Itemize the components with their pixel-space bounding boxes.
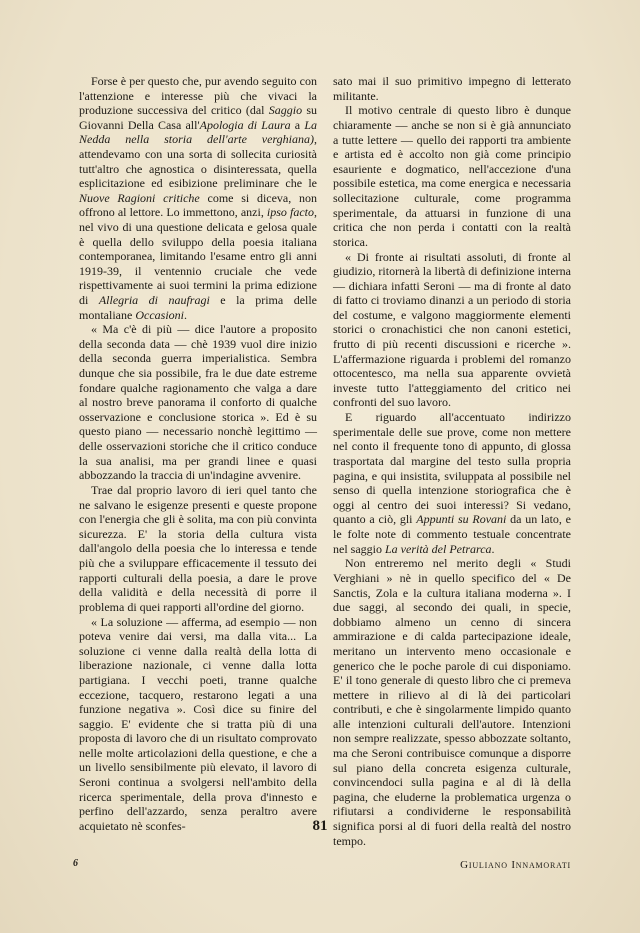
text-run: e la prima delle montaliane — [79, 292, 318, 322]
text-run: E riguardo all'accentuato indirizzo sperimentale delle sue prove, come non mettere nel conto il frequente tono di appunto, di glossa trasportata dal margine del testo sulla propria pagina, e qui insistita, sviluppata al possibile nel senso di quella intenzione storiografica che è oggi al centro dei suoi interessi? Si vedano, quanto a ciò, gli — [333, 410, 571, 527]
italic-title: Appunti su Rovani — [416, 512, 507, 527]
text-run: , attendevamo con una sorta di sollecita curiosità tutt'altro che agnostica o disinteressata, quella esplicitazione ed esibizione preliminare che le — [79, 132, 317, 191]
italic-title: Occasioni — [135, 307, 184, 322]
author-signature: Giuliano Innamorati — [460, 859, 571, 872]
text-run: su Giovanni Della Casa all' — [79, 103, 317, 132]
text-run: sato mai il suo primitivo impegno di letterato militante. — [333, 74, 571, 103]
paragraph — [79, 483, 317, 614]
paragraph — [79, 615, 317, 834]
text-run: , nel vivo di una questione delicata e gelosa quale è quella dello sviluppo della poesia italiana contemporanea, limitando l'esame entro gli anni 1919-39, il ventennio cruciale che vede rispettivamente ai suoi termini la prima edizione di — [79, 205, 317, 307]
paragraph — [79, 322, 317, 483]
text-run: Forse è per questo che, pur avendo seguito con l'attenzione e interesse più che vivaci la produzione successiva del critico (dal — [79, 74, 317, 118]
italic-title: La Nedda nella storia dell'arte verghiana) — [79, 117, 317, 147]
text-run: « Di fronte ai risultati assoluti, di fronte al giudizio, ritornerà la libertà di definizione interna — dichiara infatti Seroni — ma di fronte al dato di fatto ci troviamo dinanzi a un periodo di storia del costume, e valgono maggiormente elementi storici o cronachistici che non canoni estetici, frutto di più recenti discussioni e ricerche ». L'affermazione riguarda i problemi del romanzo ottocentesco, ma nella sua apparente ovvietà investe tutto l'atteggiamento del critico nei confronti del suo lavoro. — [333, 249, 571, 410]
text-run: . — [491, 541, 495, 556]
text-run: « Ma c'è di più — dice l'autore a proposito della seconda data — chè 1939 vuol dire inizio della seconda guerra imperialistica. Sembra dunque che sia possibile, fra le due date estreme fondare qualche ragionamento che valga a dare al nostro breve panorama il conforto di qualche osservazione e conclusione storica ». Ed è su questo piano — necessario nonchè legittimo — delle osservazioni storiche che il critico conduce la sua analisi, ma per grandi linee e quasi abbozzando la traccia di un'indagine avvenire. — [79, 322, 317, 483]
text-run: come si diceva, non offrono al lettore. Lo immettono, anzi, — [79, 190, 317, 220]
left-column — [79, 74, 317, 833]
italic-title: Nuove Ragioni critiche — [79, 190, 200, 205]
paragraph — [333, 250, 571, 411]
signature-mark: 6 — [73, 858, 78, 869]
text-run: Il motivo centrale di questo libro è dunque chiaramente — anche se non si è già annunciato a tutte lettere — quello dei rapporti tra ambiente e artista ed è accolto non già come principio esauriente e dogmatico, nell'accezione d'una possibile estetica, ma come energica e necessaria sollecitazione culturale, come programma sperimentale, da attuarsi in funzione di una critica che non perda i contatti con la realtà storica. — [333, 103, 571, 249]
italic-title: La verità del Petrarca — [385, 541, 492, 556]
paragraph — [333, 103, 571, 249]
italic-title: Apologia di Laura — [199, 117, 291, 132]
italic-title: Allegria di naufragi — [98, 292, 210, 307]
text-run: Non entreremo nel merito degli « Studi Verghiani » nè in quello specifico del « De Sanctis, Zola e la cultura italiana moderna ». I due saggi, al secondo dei quali, in specie, dobbiamo almeno un cenno di sincera ammirazione e di calda partecipazione ideale, meritano un intervento meno occasionale e generico che le poche parole di cui disponiamo. E' il tono generale di questo libro che ci premeva mettere in rilievo al di là dei particolari contributi, e che è singolarmente limpido quanto alle intenzioni culturali dell'autore. Intenzioni non sempre realizzate, spesso abbozzate soltanto, ma che Seroni contribuisce comunque a disporre sul piano della concreta esigenza culturale, convincendoci sulla pagina e al di là della pagina, che eluderne la problematica urgenza o rifiutarsi a condividerne le responsabilità significa porsi al di fuori della realtà del nostro tempo. — [333, 556, 571, 848]
paragraph — [333, 410, 571, 556]
italic-title: ipso facto — [266, 205, 314, 220]
text-run: « La soluzione — afferma, ad esempio — non poteva venire dai versi, ma dalla vita... La soluzione ci venne dalla realtà della lotta di liberazione nazionale, ci venne dalla lotta partigiana. I vecchi poeti, tranne qualche eccezione, tacquero, restarono legati a una funzione negativa ». Così dice su finire del saggio. E' evidente che si tratta più di una proposta di lavoro che di un risultato comprovato nelle molte articolazioni della questione, e che a un livello sensibilmente più elevato, il lavoro di Seroni continua a svolgersi nell'ambito della ricerca sperimentale, della prova d'innesto e perfino dell'azzardo, senza peraltro avere acquietato nè sconfes- — [79, 614, 317, 833]
paragraph — [79, 74, 317, 322]
paragraph — [333, 556, 571, 848]
text-run: . — [183, 307, 187, 322]
right-column — [333, 74, 571, 873]
text-run: da un lato, e le folte note di commento testuale concentrate nel saggio — [333, 512, 571, 556]
paragraph — [333, 74, 571, 103]
text-run: a — [290, 117, 305, 132]
italic-title: Saggio — [268, 103, 303, 118]
text-run: Trae dal proprio lavoro di ieri quel tanto che ne salvano le esigenze presenti e queste propone con l'energia che gli è solita, ma con più convinta sicurezza. E' la storia della cultura vista dall'angolo della poesia che lo interessa e tende più che a sviluppare efficacemente il tessuto dei rapporti culturali della poesia, a dare le prove della validità e della necessità di porre il problema di quei rapporti all'ordine del giorno. — [79, 483, 317, 614]
page-number: 81 — [312, 818, 328, 834]
